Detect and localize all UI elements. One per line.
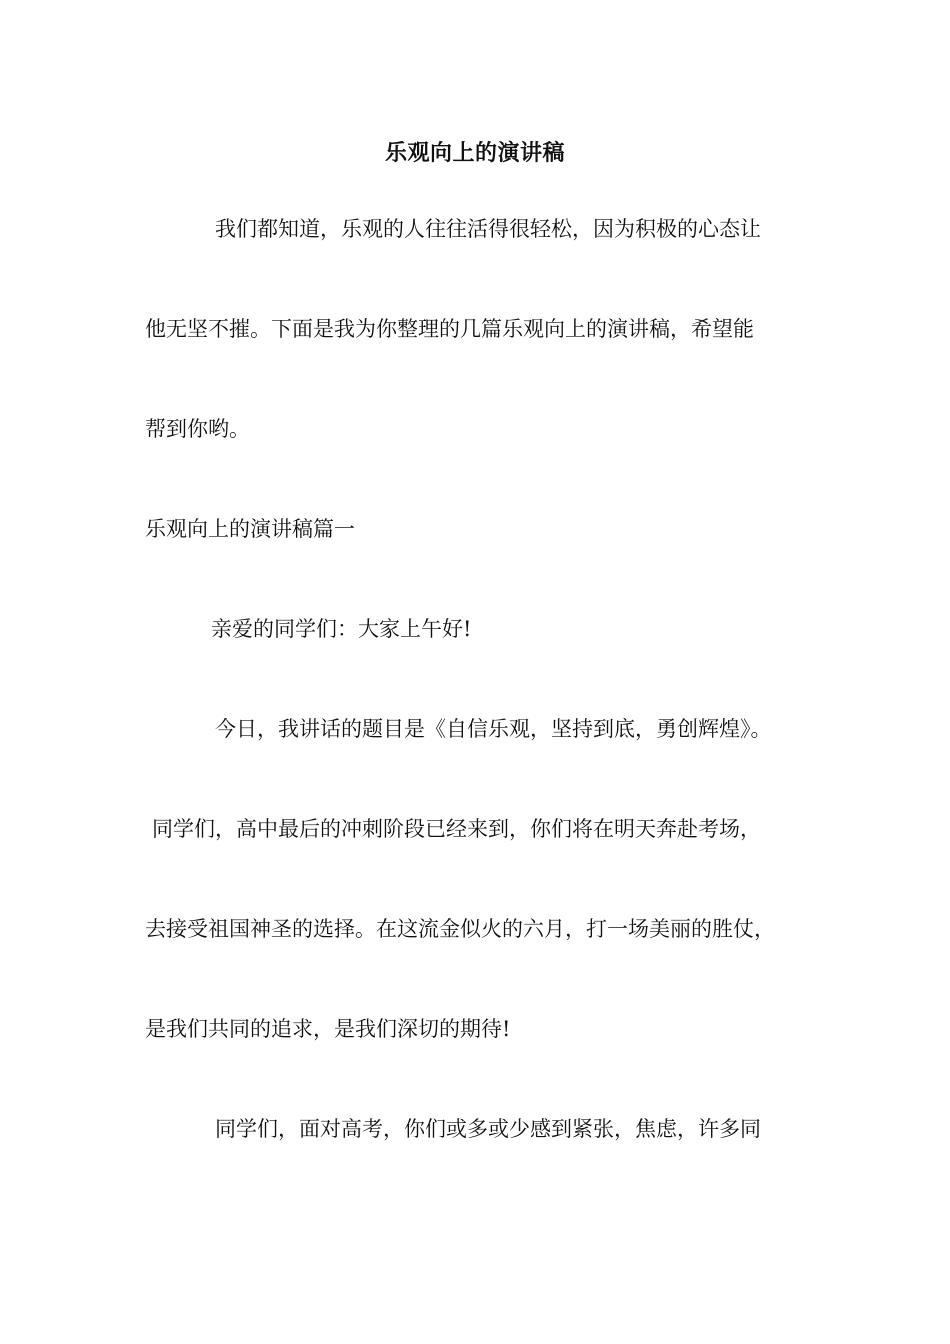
document-title: 乐观向上的演讲稿	[384, 140, 565, 166]
paragraph-line: 他无坚不摧。下面是我为你整理的几篇乐观向上的演讲稿，希望能	[145, 317, 754, 341]
paragraph-line: 今日，我讲话的题目是《自信乐观，坚持到底，勇创辉煌》。	[215, 717, 772, 741]
paragraph-line: 同学们，面对高考，你们或多或少感到紧张，焦虑，许多同	[215, 1117, 761, 1141]
paragraph-line: 帮到你哟。	[145, 417, 250, 441]
paragraph-line: 同学们，高中最后的冲刺阶段已经来到，你们将在明天奔赴考场，	[152, 817, 761, 841]
paragraph-line: 亲爱的同学们：大家上午好!	[211, 617, 472, 641]
paragraph-line: 是我们共同的追求，是我们深切的期待!	[145, 1017, 511, 1041]
paragraph-line: 去接受祖国神圣的选择。在这流金似火的六月，打一场美丽的胜仗，	[145, 917, 775, 941]
section-heading: 乐观向上的演讲稿篇一	[145, 517, 355, 541]
paragraph-line: 我们都知道，乐观的人往往活得很轻松，因为积极的心态让	[215, 217, 761, 241]
